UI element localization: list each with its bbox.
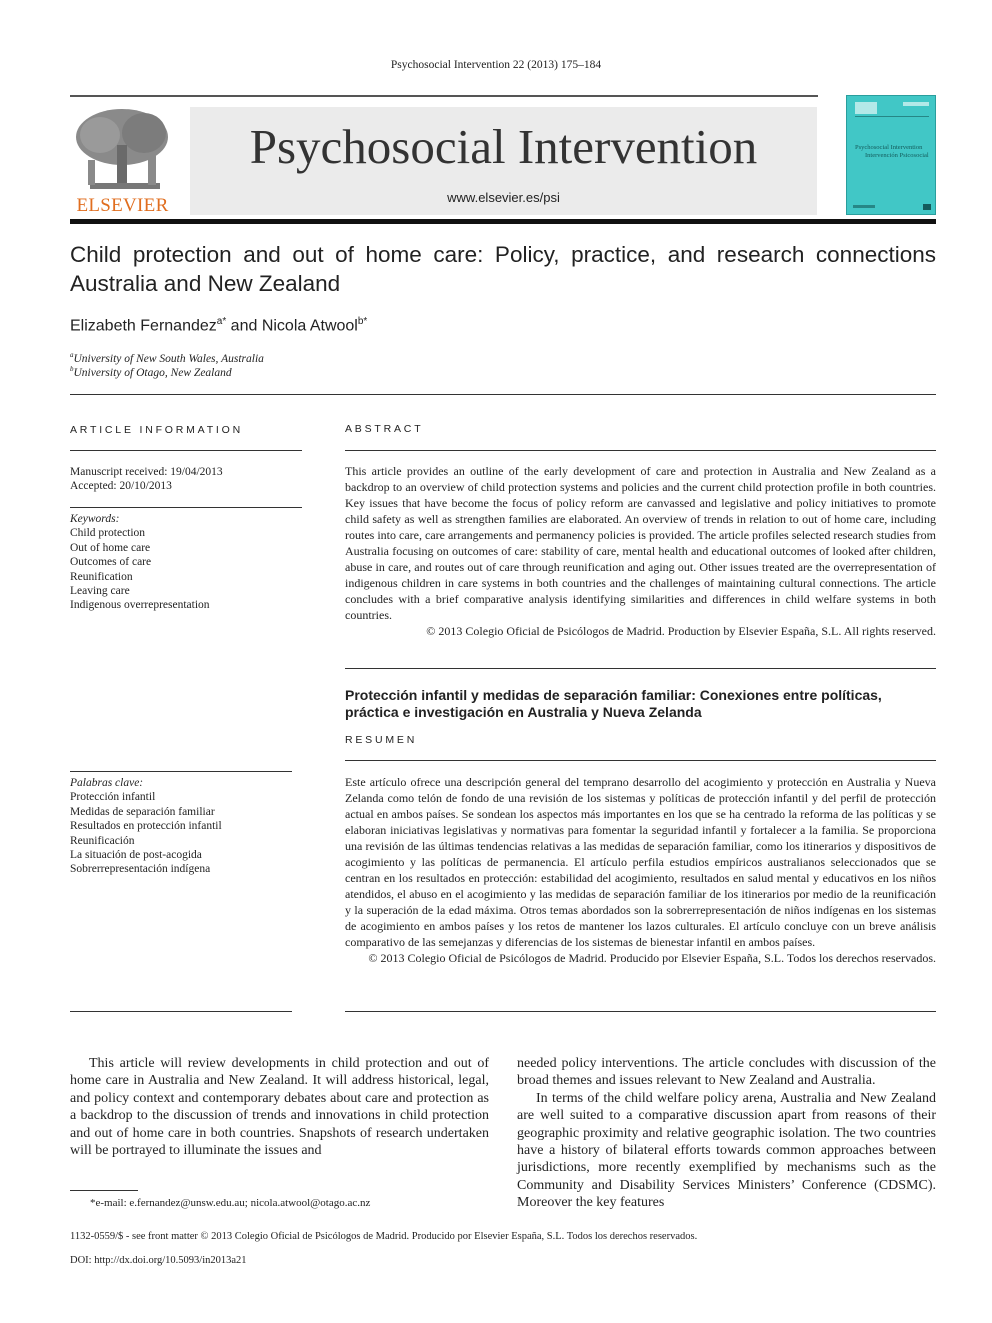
cover-title-es: Intervención Psicosocial xyxy=(865,152,929,160)
article-title: Child protection and out of home care: Policy, practice, and research connections Australia and New Zealand xyxy=(70,242,936,296)
abstract-text: This article provides an outline of the early development of care and protection in Australia and New Zealand as a backdrop to an overview of child protection systems and policies and the current child protection profile in both countries. Key issues that have become the focus of policy reform are canvassed and legislative and policy initiatives to promote child safety as well as strengthen families are elaborated. An overview of trends in relation to out of home care, including routes into care, care arrangements and permanency policies is provided. The article profiles selected research studies from Australia focusing on outcomes of care: stability of care, mental health and educational outcomes of looked after children, abuse in care, and routes out of care through reunification and aging out. Other issues treated are the overrepresentation of indigenous children in care systems in both countries and the challenges of maintaining cultural connections. The article concludes with a brief comparative analysis identifying similarities and differences in child welfare systems in both countries. xyxy=(345,464,936,622)
body-paragraph: This article will review developments in child protection and out of home care in Australia and New Zealand. It will address historical, legal, and policy context and contemporary debates about care and protection as a backdrop to the discussion of trends and innovations in child protection and out of home care in both countries. Snapshots of research undertaken will be portrayed to illuminate the issues and xyxy=(70,1056,489,1159)
affiliation-text: University of New South Wales, Australia xyxy=(73,352,264,365)
keyword: Out of home care xyxy=(70,541,151,554)
cover-logo-icon xyxy=(923,204,931,210)
palabra-clave: Medidas de separación familiar xyxy=(70,805,215,818)
keyword: Child protection xyxy=(70,527,146,540)
spanish-title: Protección infantil y medidas de separación familiar: Conexiones entre políticas, práctica e investigación en Australia y Nueva Zelanda xyxy=(345,687,882,720)
keyword: Indigenous overrepresentation xyxy=(70,599,210,612)
elsevier-tree-icon xyxy=(70,105,175,195)
palabras-label: Palabras clave: xyxy=(70,777,144,789)
keywords-block xyxy=(70,512,302,613)
body-column-right xyxy=(517,1055,936,1212)
running-head: Psychosocial Intervention 22 (2013) 175–184 xyxy=(390,59,602,71)
resumen-heading: RESUMEN xyxy=(345,734,418,746)
cover-header-icon xyxy=(847,98,935,128)
divider-rule xyxy=(345,668,936,669)
divider-rule xyxy=(70,450,302,451)
publisher-name: ELSEVIER xyxy=(76,195,169,216)
accepted-date: Accepted: 20/10/2013 xyxy=(70,480,172,493)
header-thick-rule xyxy=(70,219,936,224)
journal-url[interactable]: www.elsevier.es/psi xyxy=(447,190,560,205)
palabra-clave: Reunificación xyxy=(70,834,135,847)
affiliation-text: University of Otago, New Zealand xyxy=(73,366,232,379)
author-line xyxy=(70,316,367,335)
abstract-heading: ABSTRACT xyxy=(345,423,424,435)
cover-title-en: Psychosocial Intervention xyxy=(855,144,923,151)
body-column-left xyxy=(70,1055,489,1159)
keyword: Leaving care xyxy=(70,585,130,598)
elsevier-logo xyxy=(70,105,175,217)
email-footnote: *e-mail: e.fernandez@unsw.edu.au; nicola.atwool@otago.ac.nz xyxy=(90,1197,371,1209)
cover-footer-bar xyxy=(853,205,875,208)
issn-line: 1132-0559/$ - see front matter © 2013 Colegio Oficial de Psicólogos de Madrid. Producido por Elsevier España, S.L. Todos los derechos reservados. xyxy=(70,1231,698,1242)
body-paragraph: needed policy interventions. The article concludes with discussion of the broad themes and issues relevant to New Zealand and Australia. xyxy=(517,1056,936,1089)
resumen-text: Este artículo ofrece una descripción general del temprano desarrollo del acogimiento y protección en Australia y Nueva Zelanda como telón de fondo de una revisión de los sistemas y políticas de protección infantil y del perfil de protección actual en ambos países. Se sondean los aspectos más importantes en los que se ha centrado la reforma de las políticas y se elaboran iniciativas legislativas y normativas para fomentar la seguridad infantil y fortalecer a la familia. Se proporciona una revisión de las últimas tendencias relativas a las medidas de separación familiar, como los itinerarios y dispositivos de acogimiento y las políticas de permanencia. El artículo perfila estudios empíricos australianos seleccionados que se centran en los resultados en protección: estabilidad del acogimiento, resultados en salud mental y educativos en los niños atendidos, el abuso en el acogimiento y las medidas de separación familiar de los itinerarios por medio de la reunificación y la superación de la edad máxima. Otros temas abordados son la sobrerrepresentación de niños indígenas en los sistemas de acogimiento en ambos países y los retos de mantener los lazos culturales. El artículo concluye con un breve análisis comparativo de las semejanzas y diferencias de los sistemas de bienestar infantil en ambos países. xyxy=(345,775,936,949)
keywords-label: Keywords: xyxy=(70,513,120,525)
footnote-rule xyxy=(70,1190,138,1191)
article-info-heading: ARTICLE INFORMATION xyxy=(70,424,243,436)
author-1: Elizabeth Fernandez xyxy=(70,317,217,335)
affiliation-a xyxy=(70,351,264,365)
resumen-body xyxy=(345,774,936,966)
divider-rule xyxy=(70,1011,292,1012)
doi-line[interactable]: DOI: http://dx.doi.org/10.5093/in2013a21 xyxy=(70,1255,247,1266)
resumen-copyright: © 2013 Colegio Oficial de Psicólogos de Madrid. Producido por Elsevier España, S.L. Todos los derechos reservados. xyxy=(368,951,936,965)
author-conjunction: and xyxy=(226,317,262,335)
received-date: Manuscript received: 19/04/2013 xyxy=(70,466,223,478)
author-1-mark: a* xyxy=(216,316,227,327)
divider-rule xyxy=(345,1011,936,1012)
palabra-clave: La situación de post-acogida xyxy=(70,849,202,862)
keyword: Outcomes of care xyxy=(70,556,152,569)
palabra-clave: Resultados en protección infantil xyxy=(70,820,222,833)
divider-rule xyxy=(70,507,302,508)
abstract-copyright: © 2013 Colegio Oficial de Psicólogos de Madrid. Production by Elsevier España, S.L. All rights reserved. xyxy=(426,624,936,638)
author-2-mark: b* xyxy=(357,316,368,327)
affiliation-mark: a xyxy=(70,351,74,359)
journal-title: Psychosocial Intervention xyxy=(249,119,758,174)
affiliation-b xyxy=(70,365,232,379)
cover-title xyxy=(855,144,929,161)
manuscript-dates xyxy=(70,465,302,494)
abstract-body xyxy=(345,463,936,639)
journal-cover xyxy=(846,95,936,215)
body-paragraph: In terms of the child welfare policy arena, Australia and New Zealand are well suited to a comparative discussion apart from reasons of their geographic proximity and relative geographic isolation. The two countries have a history of bilateral efforts towards common approaches between jurisdictions, more recently exemplified by mechanisms such as the Community and Disability Services Ministers’ Conference (CDSMC). Moreover the key features xyxy=(517,1090,936,1211)
author-2: Nicola Atwool xyxy=(261,317,358,335)
divider-rule xyxy=(345,450,936,451)
divider-rule xyxy=(70,771,292,772)
palabra-clave: Sobrerrepresentación indígena xyxy=(70,863,211,876)
palabras-block xyxy=(70,776,302,877)
divider-rule xyxy=(345,760,936,761)
masthead-rule xyxy=(70,95,818,97)
palabra-clave: Protección infantil xyxy=(70,791,156,804)
keyword: Reunification xyxy=(70,570,133,583)
divider-rule xyxy=(70,394,936,395)
affiliation-mark: b xyxy=(70,365,74,373)
